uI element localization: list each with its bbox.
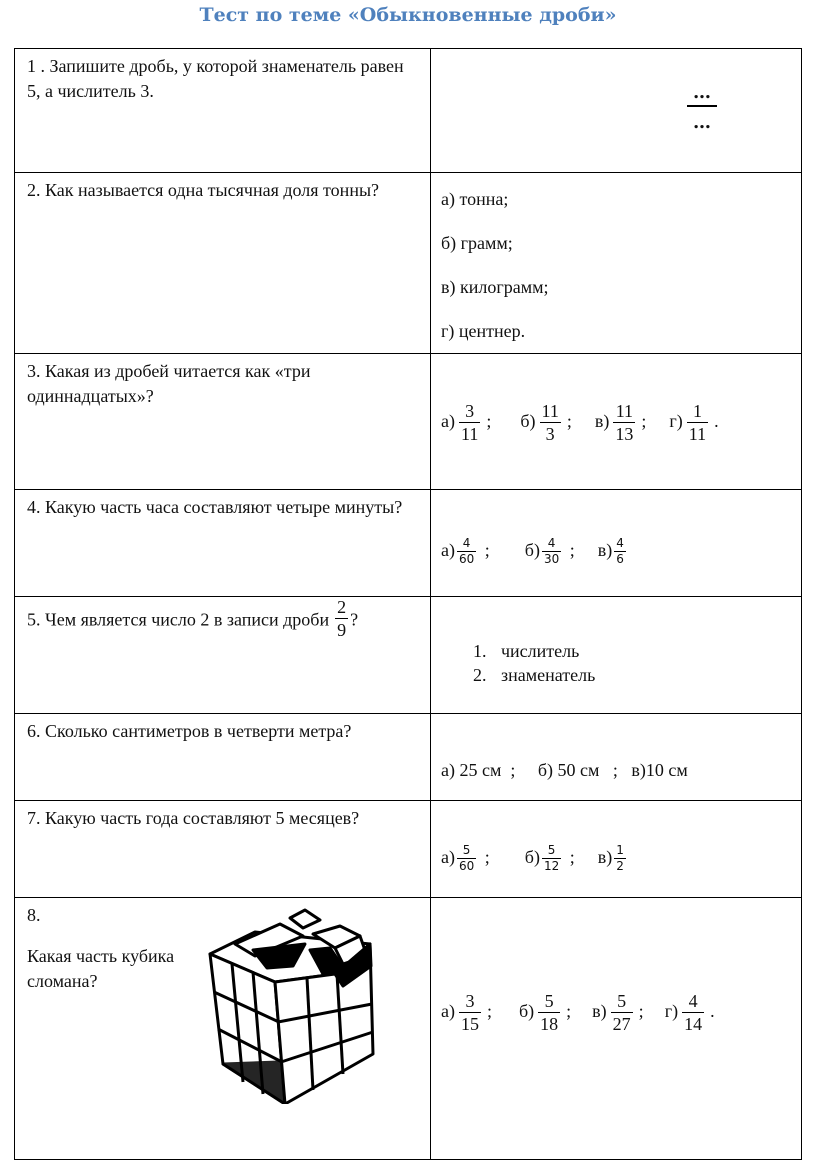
option-label: а) [441, 846, 455, 867]
option-label: в) [592, 1000, 607, 1021]
option-8-d[interactable] [664, 991, 715, 1034]
numerator: 4 [457, 536, 476, 552]
question-row-5 [15, 597, 802, 714]
question-8-number: 8. [27, 905, 41, 925]
numerator: 1 [616, 843, 624, 857]
option-label: б) [524, 846, 540, 867]
question-6-text: 6. Сколько сантиметров в четверти метра? [15, 714, 431, 801]
question-8-cell [15, 898, 431, 1160]
separator: . [714, 410, 719, 431]
option-label: г) [664, 1000, 679, 1021]
question-4-text: 4. Какую часть часа составляют четыре минуты? [15, 490, 431, 597]
numerator: 11 [541, 401, 559, 421]
question-row-3 [15, 354, 802, 490]
separator: ; [566, 410, 572, 431]
option-8-c[interactable] [592, 991, 644, 1034]
option-2-a[interactable]: а) тонна; [441, 189, 509, 209]
separator: ; [484, 846, 490, 867]
option-label: а) [441, 1000, 455, 1021]
option-7-a[interactable] [441, 843, 490, 873]
denominator: 11 [688, 424, 707, 444]
answer-cell-6 [431, 714, 802, 801]
option-3-d[interactable] [669, 401, 719, 444]
blank-denominator[interactable]: … [693, 112, 711, 133]
options-4 [441, 536, 630, 567]
option-8-b[interactable] [519, 991, 572, 1034]
denominator: 60 [458, 859, 475, 873]
option-label: б) [520, 410, 536, 431]
separator: ; [569, 846, 575, 867]
option-5-1[interactable] [473, 639, 595, 663]
option-text: знаменатель [501, 665, 596, 685]
separator: ; [638, 1000, 644, 1021]
option-3-c[interactable] [594, 401, 647, 444]
answer-cell-4 [431, 490, 802, 597]
option-5-2[interactable] [473, 663, 595, 687]
question-1-text: 1 . Запишите дробь, у которой знаменатель равен 5, а числитель 3. [15, 49, 431, 173]
numerator: 3 [459, 990, 481, 1013]
option-2-b[interactable]: б) грамм; [441, 233, 513, 253]
denominator: 60 [458, 552, 475, 566]
option-7-b[interactable] [524, 843, 575, 873]
option-7-c[interactable] [597, 843, 630, 873]
option-4-a[interactable] [441, 536, 490, 566]
question-row-8 [15, 898, 802, 1160]
question-7-text: 7. Какую часть года составляют 5 месяцев? [15, 801, 431, 898]
options-5 [473, 639, 595, 687]
denominator: 27 [612, 1014, 631, 1034]
question-row-6 [15, 714, 802, 801]
separator: ; [484, 539, 490, 560]
answer-cell-7 [431, 801, 802, 898]
denominator: 12 [543, 859, 560, 873]
answer-cell-5 [431, 597, 802, 714]
denominator: 6 [616, 552, 624, 566]
numerator: 1 [687, 400, 708, 423]
question-5-cell [15, 597, 431, 714]
question-row-4 [15, 490, 802, 597]
denominator: 18 [540, 1014, 559, 1034]
answer-cell-8 [431, 898, 802, 1160]
page-title: Тест по теме «Обыкновенные дроби» [199, 4, 617, 26]
option-4-b[interactable] [524, 536, 575, 566]
option-3-b[interactable] [520, 401, 572, 444]
numerator: 5 [611, 990, 633, 1013]
option-label: а) [441, 410, 455, 431]
separator: ; [486, 410, 492, 431]
option-label: в) [597, 539, 613, 560]
question-row-1 [15, 49, 802, 173]
numerator: 3 [459, 400, 480, 423]
option-2-c[interactable]: в) килограмм; [441, 277, 549, 297]
question-row-7 [15, 801, 802, 898]
numerator: 4 [542, 536, 561, 552]
numerator: 2 [337, 597, 347, 617]
separator: . [710, 1000, 715, 1021]
option-8-a[interactable] [441, 991, 492, 1034]
rubiks-cube-image [195, 904, 385, 1104]
separator: ; [641, 410, 647, 431]
option-label: в) [597, 846, 613, 867]
denominator: 11 [460, 424, 479, 444]
numerator: 5 [538, 990, 560, 1013]
option-number: 2. [473, 665, 487, 685]
options-6[interactable]: а) 25 см ; б) 50 см ; в)10 см [441, 760, 688, 780]
option-text: числитель [501, 641, 580, 661]
question-mark: ? [350, 609, 359, 630]
blank-numerator[interactable]: … [687, 85, 717, 107]
numerator: 4 [682, 990, 704, 1013]
answer-cell-2 [431, 173, 802, 354]
numerator: 5 [542, 843, 561, 859]
denominator: 2 [616, 859, 624, 873]
option-label: а) [441, 539, 455, 560]
denominator: 13 [615, 424, 634, 444]
question-3-text: 3. Какая из дробей читается как «три одиннадцатых»? [15, 354, 431, 490]
separator: ; [566, 1000, 572, 1021]
answer-cell-3 [431, 354, 802, 490]
option-label: в) [594, 410, 610, 431]
question-2-text: 2. Как называется одна тысячная доля тонны? [15, 173, 431, 354]
denominator: 30 [543, 552, 560, 566]
option-label: г) [669, 410, 683, 431]
option-4-c[interactable] [597, 536, 630, 566]
separator: ; [486, 1000, 492, 1021]
option-3-a[interactable] [441, 401, 492, 444]
question-8-text: Какая часть кубика сломана? [27, 946, 175, 991]
option-label: б) [519, 1000, 535, 1021]
numerator: 5 [457, 843, 476, 859]
option-label: б) [524, 539, 540, 560]
blank-fraction[interactable] [687, 82, 717, 133]
numerator: 11 [613, 400, 635, 423]
quiz-table [14, 48, 802, 1160]
answer-cell-1[interactable] [431, 49, 802, 173]
options-8 [441, 990, 715, 1035]
separator: ; [569, 539, 575, 560]
options-3 [441, 400, 719, 445]
question-5-text: 5. Чем является число 2 в записи дроби [27, 609, 330, 630]
denominator: 3 [545, 424, 555, 444]
question-row-2 [15, 173, 802, 354]
denominator: 15 [460, 1014, 479, 1034]
option-number: 1. [473, 641, 487, 661]
denominator: 14 [684, 1014, 703, 1034]
option-2-d[interactable]: г) центнер. [441, 321, 526, 341]
options-7 [441, 843, 630, 874]
denominator: 9 [337, 620, 347, 640]
numerator: 4 [616, 536, 624, 550]
